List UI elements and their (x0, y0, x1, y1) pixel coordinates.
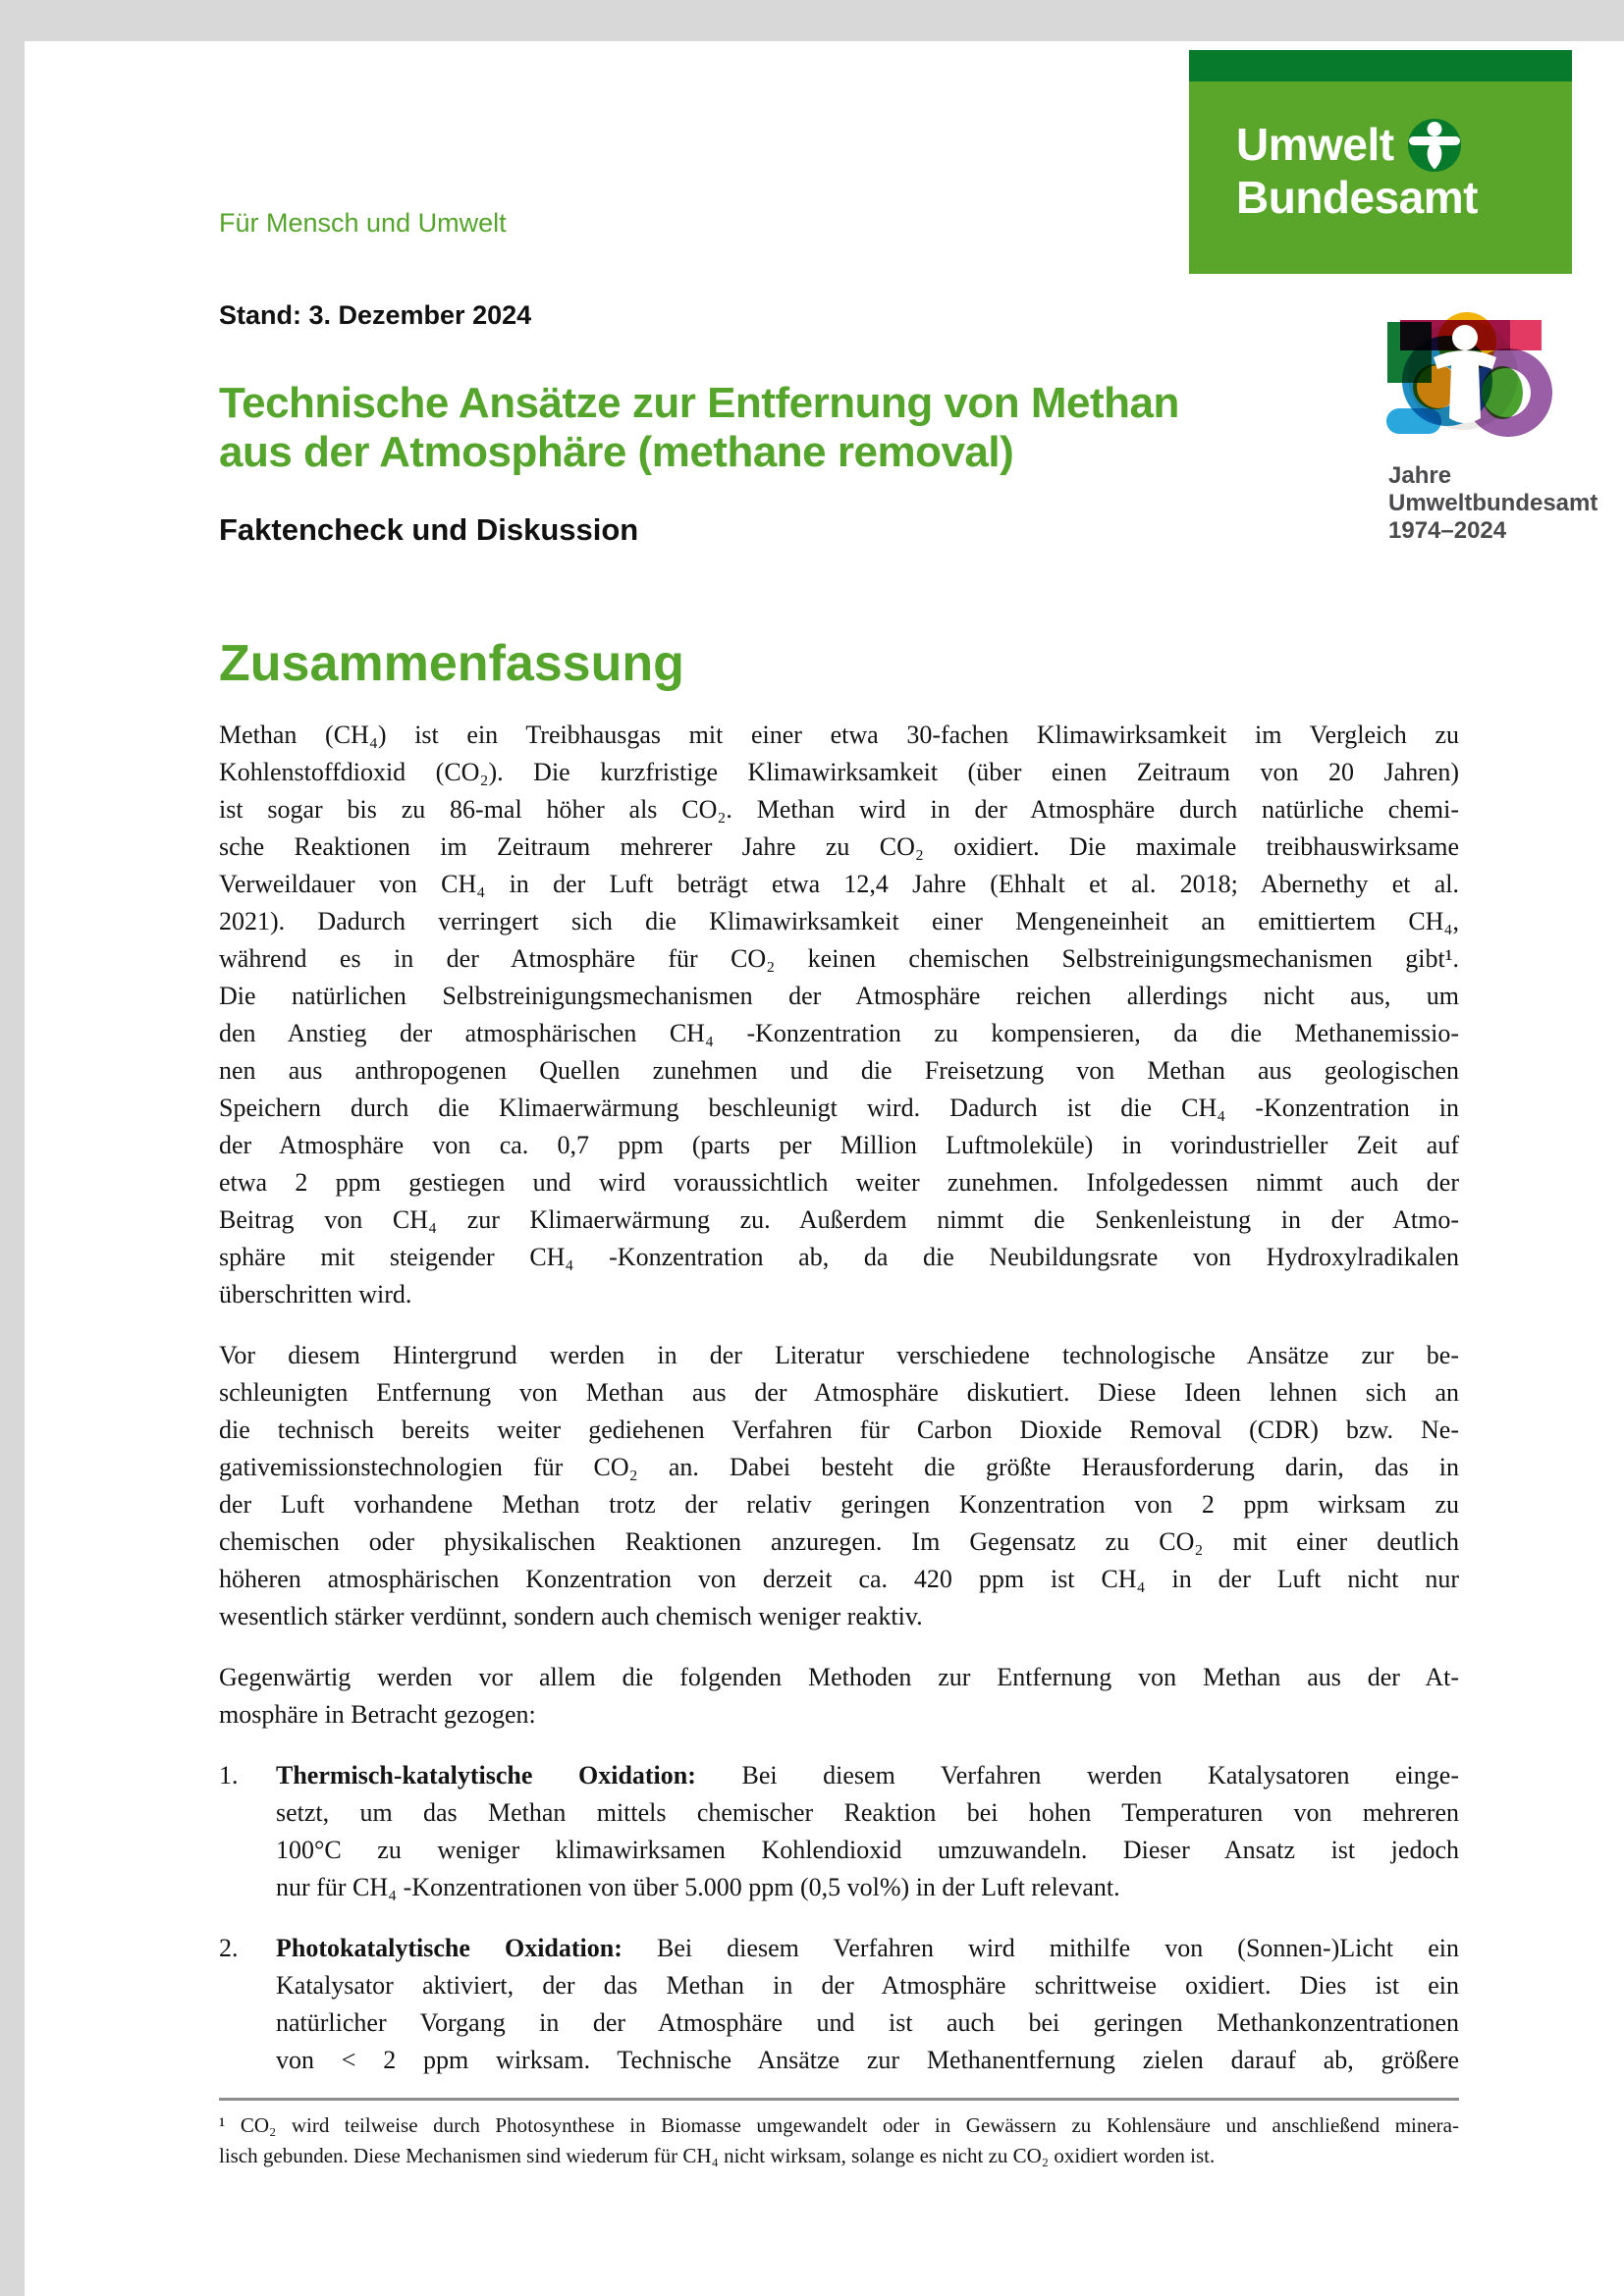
paragraph-3: Gegenwärtig werden vor allem die folgenden Methoden zur Entfernung von Methan aus der At- mosphäre in Betracht gezogen: (219, 1663, 1459, 1729)
anniversary-caption: Jahre Umweltbundesamt 1974–2024 (1388, 462, 1598, 544)
page-subtitle: Faktencheck und Diskussion (219, 512, 639, 547)
list-item-lines: setzt, um das Methan mittels chemischer Reaktion bei hohen Temperaturen von mehreren 100°C zu weniger klimawirksamen Kohlendioxid umzuwandeln. Dieser Ansatz ist jedoch nur für CH₄ -Konzentrationen von über 5.000 ppm (0,5 vol%) in der Luft relevant. (276, 1798, 1459, 1901)
uba-logo-line2: Bundesamt (1236, 172, 1478, 223)
list-item-first-line (276, 1930, 1459, 1967)
body-text (219, 717, 1459, 2103)
person-in-circle-icon (1408, 119, 1461, 172)
list-item-2 (219, 1930, 1459, 2079)
footnote-divider (219, 2098, 1459, 2101)
list-item-lead-rest: Bei diesem Verfahren wird mithilfe von (Sonnen-)Licht ein (622, 1934, 1459, 1962)
uba-logo-top-band (1189, 50, 1572, 81)
list-item-1 (219, 1757, 1459, 1906)
list-item-first-line (276, 1757, 1459, 1794)
tagline: Für Mensch und Umwelt (219, 208, 507, 238)
list-item-number: 2. (219, 1934, 239, 1962)
list-item-lead-rest: Bei diesem Verfahren werden Katalysatoren einge- (695, 1761, 1459, 1789)
section-heading: Zusammenfassung (219, 635, 684, 692)
paragraph-1: Methan (CH₄) ist ein Treibhausgas mit einer etwa 30-fachen Klimawirksamkeit im Vergleich zu Kohlenstoffdioxid (CO₂). Die kurzfristige Klimawirksamkeit (über einen Zeitraum von 20 Jahren) ist sogar bis zu 86-mal höher als CO₂. Methan wird in der Atmosphäre durch natürliche chemi- sche Reaktionen im Zeitraum mehrerer Jahre zu CO₂ oxidiert. Die maximale treibhauswirksame Verweildauer von CH₄ in der Luft beträgt etwa 12,4 Jahre (Ehhalt et al. 2018; Abernethy et al. 2021). Dadurch verringert sich die Klimawirksamkeit einer Mengeneinheit an emittiertem CH₄, während es in der Atmosphäre für CO₂ keinen chemischen Selbstreinigungsmechanismen gibt¹. Die natürlichen Selbstreinigungsmechanismen der Atmosphäre reichen allerdings nicht aus, um den Anstieg der atmosphärischen CH₄ -Konzentration zu kompensieren, da die Methanemissio- nen aus anthropogenen Quellen zunehmen und die Freisetzung von Methan aus geologischen Speichern durch die Klimaerwärmung beschleunigt wird. Dadurch ist die CH₄ -Konzentration in der Atmosphäre von ca. 0,7 ppm (parts per Million Luftmoleküle) in vorindustrieller Zeit auf etwa 2 ppm gestiegen und wird voraussichtlich weiter zunehmen. Infolgedessen nimmt auch der Beitrag von CH₄ zur Klimaerwärmung zu. Außerdem nimmt die Senkenleistung in der Atmo- sphäre mit steigender CH₄ -Konzentration ab, da die Neubildungsrate von Hydroxylradikalen überschritten wird. (219, 721, 1459, 1308)
uba-logo (1189, 50, 1572, 274)
document-page (25, 41, 1624, 2296)
page-title: Technische Ansätze zur Entfernung von Methan aus der Atmosphäre (methane removal) (219, 379, 1179, 476)
footnote: ¹ CO₂ wird teilweise durch Photosynthese in Biomasse umgewandelt oder in Gewässern zu Kohlensäure und anschließend minera- lisch gebunden. Diese Mechanismen sind wiederum für CH₄ nicht wirksam, solange es nicht zu CO₂ oxidiert worden ist. (219, 2113, 1459, 2167)
paragraph-2: Vor diesem Hintergrund werden in der Literatur verschiedene technologische Ansätze zur be- schleunigten Entfernung von Methan aus der Atmosphäre diskutiert. Diese Ideen lehnen sich an die technisch bereits weiter gediehenen Verfahren für Carbon Dioxide Removal (CDR) bzw. Ne- gativemissionstechnologien für CO₂ an. Dabei besteht die größte Herausforderung darin, das in der Luft vorhandene Methan trotz der relativ geringen Konzentration von 2 ppm wirksam zu chemischen oder physikalischen Reaktionen anzuregen. Im Gegensatz zu CO₂ mit einer deutlich höheren atmosphärischen Konzentration von derzeit ca. 420 ppm ist CH₄ in der Luft nicht nur wesentlich stärker verdünnt, sondern auch chemisch weniger reaktiv. (219, 1341, 1459, 1630)
anniversary-logo (1384, 308, 1598, 545)
list-item-lead: Photokatalytische Oxidation: (276, 1934, 623, 1962)
list-item-lead: Thermisch-katalytische Oxidation: (276, 1761, 696, 1789)
uba-logo-text (1236, 117, 1478, 223)
list-item-number: 1. (219, 1761, 239, 1789)
list-item-lines: Katalysator aktiviert, der das Methan in der Atmosphäre schrittweise oxidiert. Dies ist ein natürlicher Vorgang in der Atmosphäre und ist auch bei geringen Methankonzentrationen von < 2 ppm wirksam. Technische Ansätze zur Methanentfernung zielen darauf ab, größere (276, 1971, 1459, 2074)
date-line: Stand: 3. Dezember 2024 (219, 300, 532, 330)
anniversary-50-icon (1384, 308, 1563, 451)
uba-logo-line1: Umwelt (1236, 119, 1394, 170)
